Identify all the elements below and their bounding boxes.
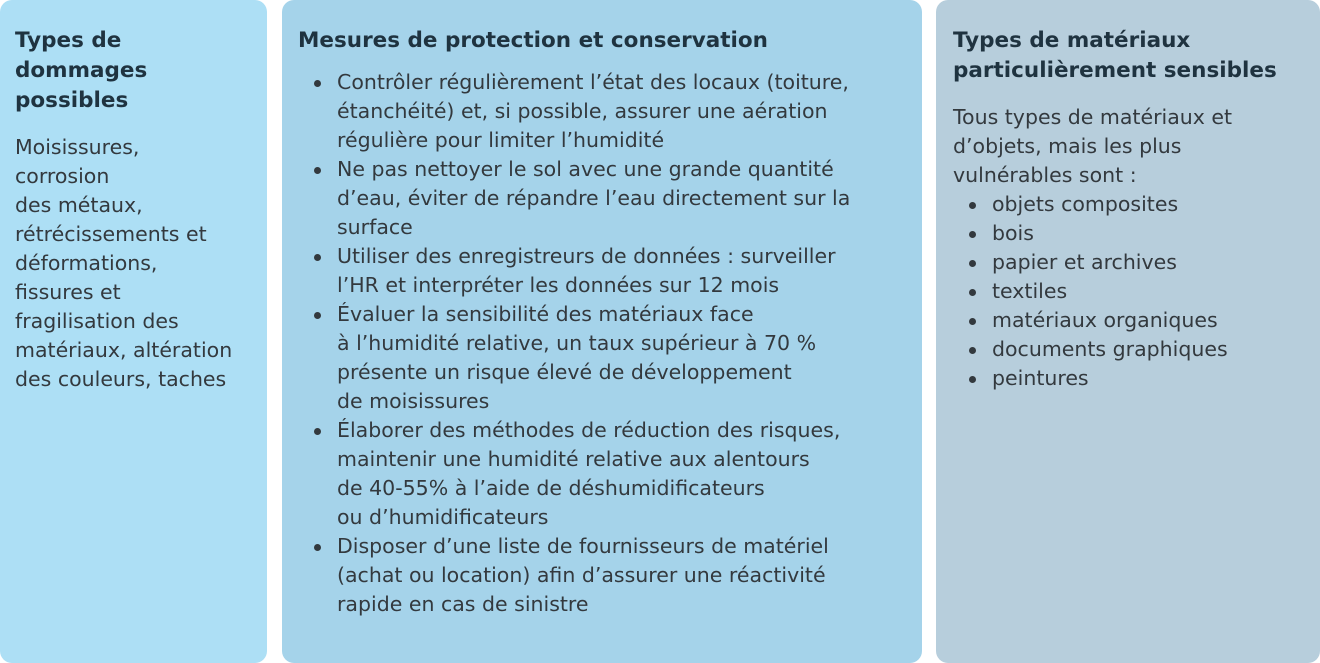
list-item <box>298 300 902 416</box>
list-item <box>953 335 1304 364</box>
sensitive-materials-list <box>953 190 1304 393</box>
list-item-text: textiles <box>992 279 1068 303</box>
list-item-text: Évaluer la sensibilité des matériaux face à l’humidité relative, un taux supérieur à 70 % présente un risque élevé de développement de moisissures <box>337 302 817 413</box>
list-item-text: Contrôler régulièrement l’état des locaux (toiture, étanchéité) et, si possible, assurer une aération régulière pour limiter l’humidité <box>337 70 849 152</box>
list-item-text: Utiliser des enregistreurs de données : surveiller l’HR et interpréter les données sur 12 mois <box>337 244 836 297</box>
sensitive-materials-title: Types de matériaux particulièrement sensibles <box>953 28 1277 83</box>
list-item-text: Élaborer des méthodes de réduction des risques, maintenir une humidité relative aux alentours de 40-55% à l’aide de déshumidificateurs ou d’humidificateurs <box>337 418 841 529</box>
list-item <box>953 248 1304 277</box>
damage-types-text: Moisissures, corrosion des métaux, rétrécissements et déformations, fissures et fragilisation des matériaux, altération des couleurs, taches <box>15 135 233 391</box>
protection-measures-panel <box>282 0 922 663</box>
bullet-icon <box>969 376 976 383</box>
bullet-icon <box>969 289 976 296</box>
list-item <box>953 306 1304 335</box>
bullet-icon <box>969 231 976 238</box>
bullet-icon <box>314 254 321 261</box>
list-item <box>298 532 902 619</box>
list-item <box>953 219 1304 248</box>
list-item <box>953 277 1304 306</box>
bullet-icon <box>314 428 321 435</box>
sensitive-materials-panel <box>936 0 1320 663</box>
protection-measures-list <box>298 68 902 619</box>
bullet-icon <box>314 312 321 319</box>
bullet-icon <box>969 202 976 209</box>
list-item-text: matériaux organiques <box>992 308 1218 332</box>
damage-types-panel <box>0 0 267 663</box>
list-item-text: peintures <box>992 366 1089 390</box>
list-item <box>298 416 902 532</box>
damage-types-title: Types de dommages possibles <box>15 28 148 113</box>
sensitive-materials-intro: Tous types de matériaux et d’objets, mais les plus vulnérables sont : <box>953 105 1233 187</box>
list-item <box>298 68 902 155</box>
protection-measures-title: Mesures de protection et conservation <box>298 28 768 53</box>
list-item-text: documents graphiques <box>992 337 1228 361</box>
list-item-text: Disposer d’une liste de fournisseurs de matériel (achat ou location) afin d’assurer une réactivité rapide en cas de sinistre <box>337 534 829 616</box>
list-item-text: bois <box>992 221 1034 245</box>
list-item <box>298 242 902 300</box>
list-item-text: papier et archives <box>992 250 1177 274</box>
bullet-icon <box>314 544 321 551</box>
bullet-icon <box>314 80 321 87</box>
bullet-icon <box>969 260 976 267</box>
list-item <box>953 364 1304 393</box>
bullet-icon <box>314 167 321 174</box>
list-item-text: Ne pas nettoyer le sol avec une grande quantité d’eau, éviter de répandre l’eau directement sur la surface <box>337 157 851 239</box>
list-item-text: objets composites <box>992 192 1179 216</box>
bullet-icon <box>969 318 976 325</box>
list-item <box>953 190 1304 219</box>
bullet-icon <box>969 347 976 354</box>
list-item <box>298 155 902 242</box>
